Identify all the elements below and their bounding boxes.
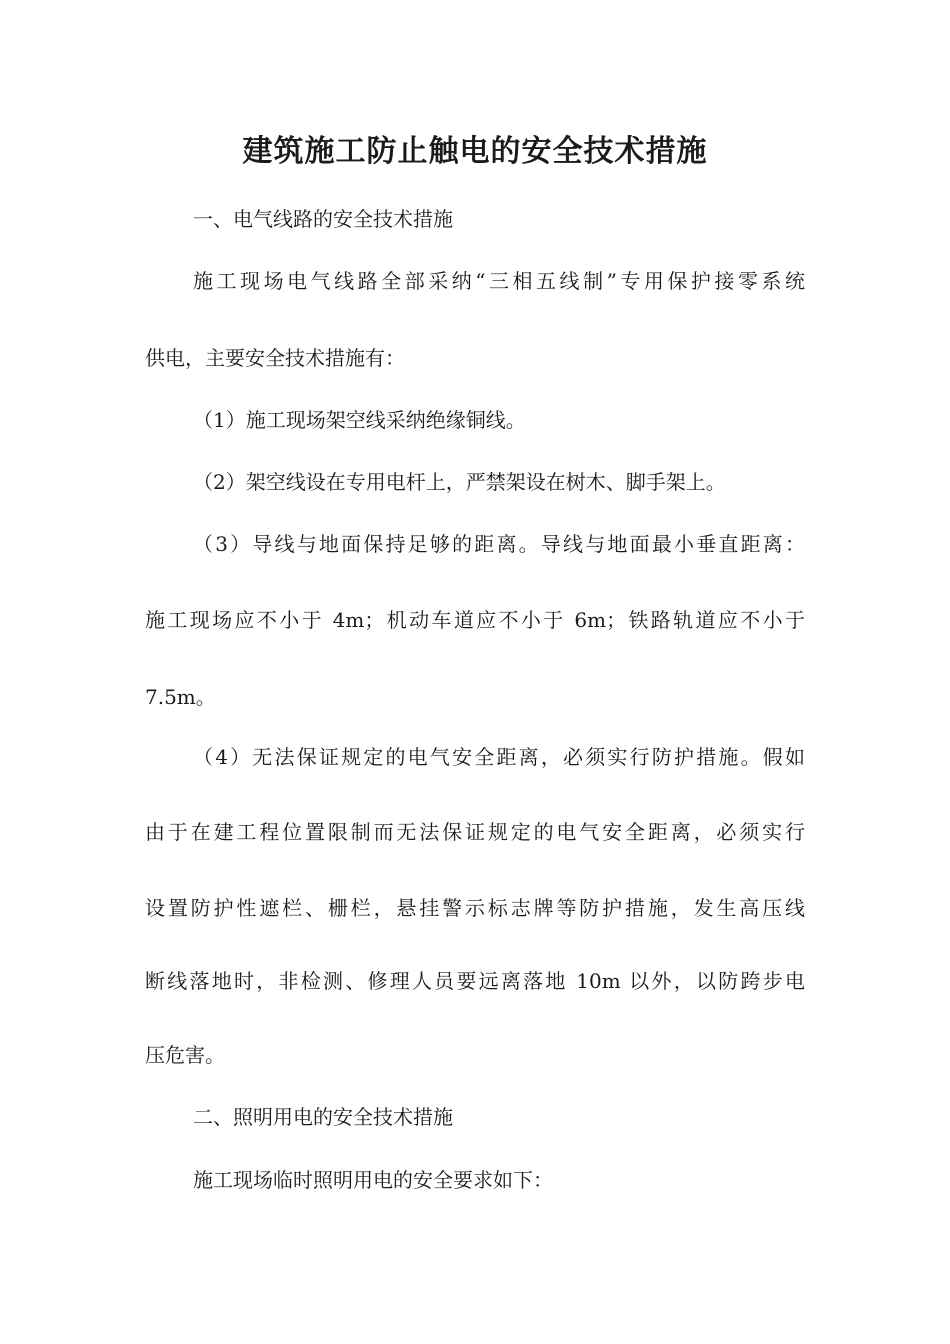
item-4-line1: （4）无法保证规定的电气安全距离，必须实行防护措施。假如 bbox=[193, 745, 805, 769]
section2-heading: 二、照明用电的安全技术措施 bbox=[193, 1105, 453, 1129]
item-3-line3: 7.5m。 bbox=[145, 685, 216, 709]
item-1: （1）施工现场架空线采纳绝缘铜线。 bbox=[193, 408, 526, 432]
item-3-line2: 施工现场应不小于 4m；机动车道应不小于 6m；铁路轨道应不小于 bbox=[145, 608, 805, 632]
item-4-line5: 压危害。 bbox=[145, 1043, 225, 1067]
item-3-line1: （3）导线与地面保持足够的距离。导线与地面最小垂直距离： bbox=[193, 532, 805, 556]
section1-heading: 一、电气线路的安全技术措施 bbox=[193, 207, 453, 231]
section1-intro-line1: 施工现场电气线路全部采纳“三相五线制”专用保护接零系统 bbox=[193, 269, 805, 293]
item-4-line4: 断线落地时，非检测、修理人员要远离落地 10m 以外，以防跨步电 bbox=[145, 969, 805, 993]
section2-intro: 施工现场临时照明用电的安全要求如下： bbox=[193, 1168, 553, 1192]
item-4-line2: 由于在建工程位置限制而无法保证规定的电气安全距离，必须实行 bbox=[145, 820, 805, 844]
item-4-line3: 设置防护性遮栏、栅栏，悬挂警示标志牌等防护措施，发生高压线 bbox=[145, 896, 805, 920]
document-title: 建筑施工防止触电的安全技术措施 bbox=[242, 134, 708, 169]
section1-intro-line2: 供电，主要安全技术措施有： bbox=[145, 346, 405, 370]
item-2: （2）架空线设在专用电杆上，严禁架设在树木、脚手架上。 bbox=[193, 470, 726, 494]
